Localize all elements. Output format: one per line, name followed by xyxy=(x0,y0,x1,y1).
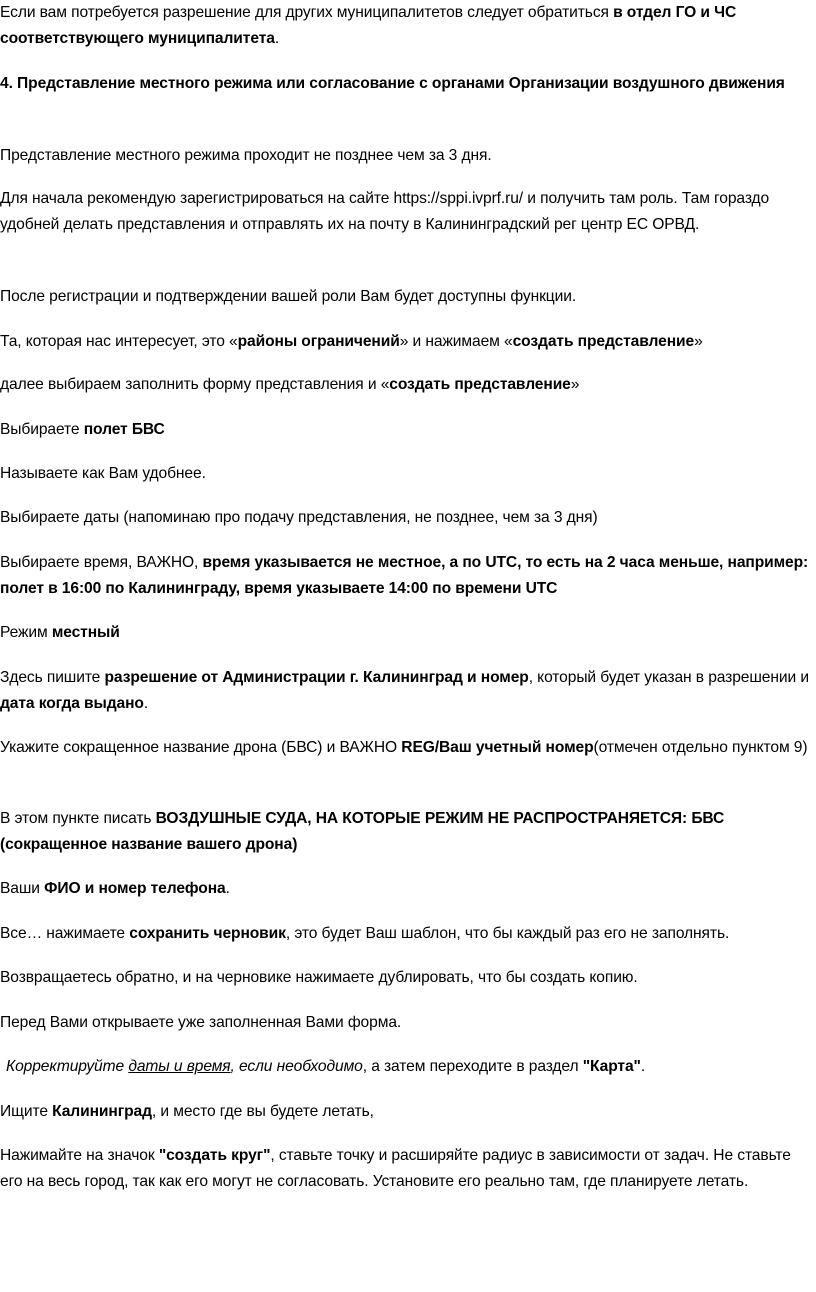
text-run-bold: Калининград xyxy=(52,1103,152,1120)
text-run-bold: местный xyxy=(51,624,120,641)
text-run: Ваши xyxy=(0,880,45,897)
text-run-bold: создать представление xyxy=(512,333,695,350)
paragraph-name xyxy=(0,461,816,487)
text-run: , который будет указан в разрешении и xyxy=(528,669,809,686)
text-run: далее выбираем заполнить форму представления и « xyxy=(0,376,390,393)
text-run: Укажите сокращенное название дрона (БВС) и ВАЖНО xyxy=(0,739,402,756)
text-run: Режим xyxy=(0,624,52,641)
text-run: Выбираете время, ВАЖНО, xyxy=(0,554,203,571)
text-run: Нажимайте на значок xyxy=(0,1147,159,1164)
text-run: . xyxy=(640,1058,646,1075)
paragraph-mode xyxy=(0,620,816,646)
text-run: . xyxy=(143,695,149,712)
text-run: . xyxy=(225,880,230,897)
paragraph-time-utc xyxy=(0,550,816,602)
paragraph-dates xyxy=(0,505,816,531)
text-run: Называете как Вам удобнее. xyxy=(0,465,206,482)
text-run-bold: время указывается не местное, а по UTC, то есть на 2 часа меньше, например: полет в 16:00 по Калининграду, время указываете 14:00 по времени UTC xyxy=(0,554,809,597)
text-run: , это будет Ваш шаблон, что бы каждый раз его не заполнять. xyxy=(285,925,730,942)
paragraph-save-draft xyxy=(0,921,816,947)
text-run: Если вам потребуется разрешение для других муниципалитетов следует обратиться xyxy=(0,4,614,21)
text-run: » xyxy=(694,333,703,350)
text-run: Для начала рекомендую зарегистрироваться на сайте https://sppi.ivprf.ru/ и получить там роль. Там гораздо удобней делать представления и отправлять их на почту в Калининградский рег центр ЕС ОРВД. xyxy=(0,190,770,233)
text-run-bold: создать представление xyxy=(389,376,571,393)
text-run: После регистрации и подтверждении вашей роли Вам будет доступны функции. xyxy=(0,288,577,305)
text-run: , а затем переходите в раздел xyxy=(362,1058,583,1075)
paragraph-restriction-zones xyxy=(0,329,816,355)
text-run-bold: "создать круг" xyxy=(158,1147,271,1164)
paragraph-filled-form xyxy=(0,1010,816,1036)
text-run-bold: районы ограничений xyxy=(237,333,400,350)
paragraph-aircraft xyxy=(0,806,816,858)
text-run-bold: REG/Ваш учетный номер xyxy=(401,739,594,756)
paragraph-registration xyxy=(0,186,816,238)
text-run-italic: Корректируйте xyxy=(6,1058,129,1075)
text-run: , и место где вы будете летать, xyxy=(151,1103,374,1120)
text-run-bold: "Карта" xyxy=(582,1058,641,1075)
text-run: Ищите xyxy=(0,1103,53,1120)
text-run-bold: ВОЗДУШНЫЕ СУДА, НА КОТОРЫЕ РЕЖИМ НЕ РАСПРОСТРАНЯЕТСЯ: БВС (сокращенное название вашего дрона) xyxy=(0,810,725,853)
text-run: Представление местного режима проходит не позднее чем за 3 дня. xyxy=(0,147,492,164)
paragraph-deadline xyxy=(0,143,816,169)
text-run-bold: 4. Представление местного режима или согласование с органами Организации воздушного движения xyxy=(0,75,785,92)
paragraph-permission xyxy=(0,665,816,717)
text-run-bold: ФИО и номер телефона xyxy=(44,880,226,897)
text-run: . xyxy=(274,30,280,47)
paragraph-drone-name xyxy=(0,735,816,761)
paragraph-duplicate xyxy=(0,965,816,991)
paragraph-correct-dates xyxy=(0,1054,816,1080)
text-run: (отмечен отдельно пунктом 9) xyxy=(593,739,808,756)
text-run: » и нажимаем « xyxy=(399,333,513,350)
text-run-bold: сохранить черновик xyxy=(129,925,286,942)
text-run: Все… нажимаете xyxy=(0,925,130,942)
text-run-bold: в отдел ГО и ЧС соответствующего муниципалитета xyxy=(0,4,737,47)
paragraph-find-city xyxy=(0,1099,816,1125)
paragraph-create-circle xyxy=(0,1143,816,1195)
text-run: Возвращаетесь обратно, и на черновике нажимаете дублировать, что бы создать копию. xyxy=(0,969,638,986)
text-run-bold: разрешение от Администрации г. Калининград и номер xyxy=(104,669,529,686)
text-run-italic: , если необходимо xyxy=(230,1058,363,1075)
section-heading-4 xyxy=(0,71,816,97)
text-run-bold: полет БВС xyxy=(83,421,165,438)
text-run: Выбираете даты (напоминаю про подачу представления, не позднее, чем за 3 дня) xyxy=(0,509,598,526)
text-run: Перед Вами открываете уже заполненная Вами форма. xyxy=(0,1014,402,1031)
text-run: , ставьте точку и расширяйте радиус в зависимости от задач. Не ставьте его на весь город, так как его могут не согласовать. Установите его реально там, где планируете летать. xyxy=(0,1147,791,1190)
paragraph-other-municipalities xyxy=(0,0,816,52)
text-run: В этом пункте писать xyxy=(0,810,156,827)
paragraph-after-registration xyxy=(0,284,816,310)
text-run-italic-underline: даты и время xyxy=(128,1058,231,1075)
text-run-bold: дата когда выдано xyxy=(0,695,144,712)
text-run: Здесь пишите xyxy=(0,669,105,686)
paragraph-contact xyxy=(0,876,816,902)
text-run: » xyxy=(570,376,580,393)
text-run: Выбираете xyxy=(0,421,84,438)
text-run: Та, которая нас интересует, это « xyxy=(0,333,238,350)
paragraph-fill-form xyxy=(0,372,816,398)
paragraph-choose-flight xyxy=(0,417,816,443)
